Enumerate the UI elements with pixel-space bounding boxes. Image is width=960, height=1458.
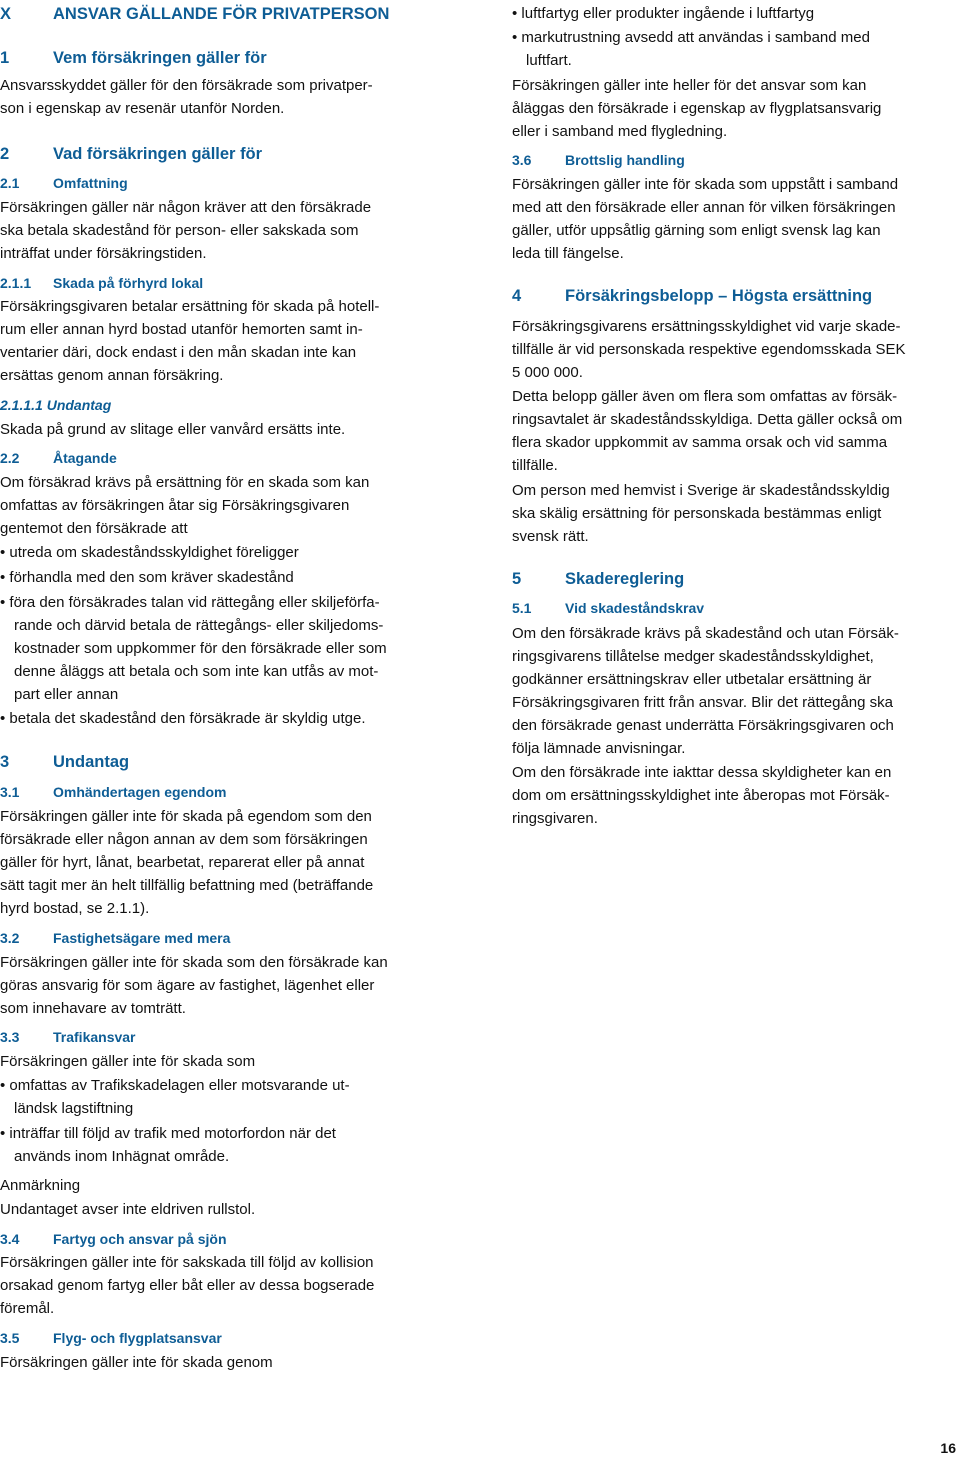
- paragraph-line: Försäkringen gäller inte för skada på egendom som den: [0, 808, 372, 825]
- bullet-icon: •: [0, 544, 10, 561]
- paragraph-line: Försäkringen gäller inte för skada genom: [0, 1354, 273, 1371]
- bullet-item: • betala det skadestånd den försäkrade är skyldig utge.: [0, 710, 366, 727]
- paragraph-line: följa lämnade anvisningar.: [512, 740, 686, 757]
- bullet-icon: •: [0, 1125, 10, 1142]
- section-heading-5: 5 Skadereglering: [512, 570, 685, 588]
- paragraph-line: inträffat under försäkringstiden.: [0, 245, 207, 262]
- paragraph-line: ringsgivaren.: [512, 810, 598, 827]
- paragraph-line: omfattas av försäkringen åtar sig Försäkringsgivaren: [0, 497, 350, 514]
- bullet-continuation: part eller annan: [14, 686, 119, 703]
- paragraph-line: ska skälig ersättning för personskada bestämmas enligt: [512, 505, 882, 522]
- bullet-item: • omfattas av Trafikskadelagen eller motsvarande ut-: [0, 1077, 350, 1094]
- heading-text: ANSVAR GÄLLANDE FÖR PRIVATPERSON: [53, 5, 390, 23]
- section-heading-2: 2 Vad försäkringen gäller för: [0, 145, 263, 163]
- bullet-continuation: kostnader som uppkommer för den försäkrade eller som: [14, 640, 387, 657]
- paragraph-line: son i egenskap av resenär utanför Norden.: [0, 100, 285, 117]
- section-heading-5-1: 5.1 Vid skadeståndskrav: [512, 600, 705, 616]
- bullet-continuation: används inom Inhägnat område.: [14, 1148, 230, 1165]
- section-heading-4: 4 Försäkringsbelopp – Högsta ersättning: [512, 287, 873, 305]
- bullet-icon: •: [0, 594, 10, 611]
- paragraph-line: Försäkringsgivaren fritt från ansvar. Blir det rättegång ska: [512, 694, 894, 711]
- section-heading-2-2: 2.2 Åtagande: [0, 450, 117, 466]
- note-text: Undantaget avser inte eldriven rullstol.: [0, 1201, 256, 1218]
- heading-number: X: [0, 5, 12, 23]
- paragraph-line: tillfälle.: [512, 457, 558, 474]
- bullet-item: • utreda om skadeståndsskyldighet föreligger: [0, 544, 299, 561]
- section-heading-3-1: 3.1 Omhändertagen egendom: [0, 784, 227, 800]
- section-heading-3-6: 3.6 Brottslig handling: [512, 152, 685, 168]
- paragraph-line: med att den försäkrade eller annan för vilken försäkringen: [512, 199, 896, 216]
- section-heading-2-1-1: 2.1.1 Skada på förhyrd lokal: [0, 275, 204, 291]
- note-label: Anmärkning: [0, 1177, 81, 1194]
- paragraph-line: Om den försäkrade krävs på skadestånd och utan Försäk-: [512, 625, 899, 642]
- paragraph-line: ringsgivarens tillåtelse medger skadeståndsskyldighet,: [512, 648, 874, 665]
- bullet-continuation: denne åläggs att betala och som inte kan utfås av mot-: [14, 663, 379, 680]
- section-heading-3-2: 3.2 Fastighetsägare med mera: [0, 930, 231, 946]
- paragraph-line: eller i samband med flygledning.: [512, 123, 728, 140]
- paragraph-line: sätt tagit mer än helt tillfällig befattning med (beträffande: [0, 877, 374, 894]
- paragraph-line: Försäkringen gäller inte för sakskada till följd av kollision: [0, 1254, 374, 1271]
- section-heading-3-5: 3.5 Flyg- och flygplatsansvar: [0, 1330, 222, 1346]
- paragraph-line: 5 000 000.: [512, 364, 583, 381]
- section-heading-3-3: 3.3 Trafikansvar: [0, 1029, 136, 1045]
- paragraph-line: Försäkringen gäller inte för skada som den försäkrade kan: [0, 954, 388, 971]
- paragraph-line: orsakad genom fartyg eller båt eller av dessa bogserade: [0, 1277, 375, 1294]
- paragraph-line: Om person med hemvist i Sverige är skadeståndsskyldig: [512, 482, 890, 499]
- paragraph-line: Ansvarsskyddet gäller för den försäkrade som privatper-: [0, 77, 373, 94]
- paragraph-line: ventarier däri, dock endast i den mån skadan inte kan: [0, 344, 357, 361]
- paragraph-line: rum eller annan hyrd bostad utanför hemorten samt in-: [0, 321, 363, 338]
- paragraph-line: godkänner ersättningskrav eller utbetalar ersättning är: [512, 671, 872, 688]
- paragraph-line: Försäkringsgivarens ersättningsskyldighet vid varje skade-: [512, 318, 901, 335]
- paragraph-line: Försäkringen gäller inte heller för det ansvar som kan: [512, 77, 867, 94]
- bullet-icon: •: [0, 1077, 10, 1094]
- paragraph-line: Försäkringen gäller inte för skada som: [0, 1053, 256, 1070]
- paragraph-line: den försäkrade genast underrätta Försäkringsgivaren och: [512, 717, 894, 734]
- paragraph-line: hyrd bostad, se 2.1.1).: [0, 900, 150, 917]
- paragraph-line: göras ansvarig för som ägare av fastighet, lägenhet eller: [0, 977, 375, 994]
- paragraph-line: tillfälle är vid personskada respektive egendomsskada SEK: [512, 341, 906, 358]
- paragraph-line: gentemot den försäkrade att: [0, 520, 188, 537]
- bullet-continuation: luftfart.: [526, 52, 572, 69]
- paragraph-line: Om försäkrad krävs på ersättning för en skada som kan: [0, 474, 370, 491]
- bullet-continuation: ländsk lagstiftning: [14, 1100, 134, 1117]
- page-number: 16: [940, 1440, 956, 1456]
- paragraph-line: gäller för hyrt, lånat, bearbetat, reparerat eller på annat: [0, 854, 365, 871]
- paragraph-line: svensk rätt.: [512, 528, 589, 545]
- paragraph-line: föremål.: [0, 1300, 55, 1317]
- paragraph-line: Detta belopp gäller även om flera som omfattas av försäk-: [512, 388, 898, 405]
- bullet-item: • luftfartyg eller produkter ingående i luftfartyg: [512, 5, 815, 22]
- paragraph-line: åläggas den försäkrade i egenskap av flygplatsansvarig: [512, 100, 882, 117]
- paragraph-line: ska betala skadestånd för person- eller sakskada som: [0, 222, 359, 239]
- paragraph-line: dom om ersättningsskyldighet inte åberopas mot Försäk-: [512, 787, 890, 804]
- section-heading-1: 1 Vem försäkringen gäller för: [0, 49, 267, 67]
- bullet-icon: •: [512, 29, 522, 46]
- chapter-heading: [0, 4, 389, 24]
- section-heading-2-1: 2.1 Omfattning: [0, 175, 128, 191]
- paragraph-line: ersättas genom annan försäkring.: [0, 367, 224, 384]
- bullet-item: • markutrustning avsedd att användas i samband med: [512, 29, 870, 46]
- paragraph-line: Försäkringsgivaren betalar ersättning för skada på hotell-: [0, 298, 380, 315]
- paragraph-line: leda till fängelse.: [512, 245, 624, 262]
- paragraph-line: försäkrade eller någon annan av dem som försäkringen: [0, 831, 368, 848]
- paragraph-line: Skada på grund av slitage eller vanvård ersätts inte.: [0, 421, 346, 438]
- bullet-item: • förhandla med den som kräver skadestånd: [0, 569, 294, 586]
- paragraph-line: som innehavare av tomträtt.: [0, 1000, 186, 1017]
- bullet-continuation: rande och därvid betala de rättegångs- eller skiljedoms-: [14, 617, 384, 634]
- paragraph-line: Försäkringen gäller när någon kräver att den försäkrade: [0, 199, 372, 216]
- paragraph-line: Försäkringen gäller inte för skada som uppstått i samband: [512, 176, 899, 193]
- section-heading-3: 3 Undantag: [0, 753, 130, 771]
- paragraph-line: ringsavtalet är skadeståndsskyldiga. Detta gäller också om: [512, 411, 903, 428]
- paragraph-line: Om den försäkrade inte iakttar dessa skyldigheter kan en: [512, 764, 892, 781]
- section-heading-2-1-1-1: 2.1.1.1 Undantag: [0, 397, 112, 413]
- bullet-icon: •: [0, 710, 10, 727]
- bullet-item: • inträffar till följd av trafik med motorfordon när det: [0, 1125, 336, 1142]
- bullet-icon: •: [0, 569, 10, 586]
- paragraph-line: gäller, utför uppsåtlig gärning som enligt svensk lag kan: [512, 222, 881, 239]
- paragraph-line: flera skador uppkommit av samma orsak och vid samma: [512, 434, 888, 451]
- bullet-icon: •: [512, 5, 522, 22]
- section-heading-3-4: 3.4 Fartyg och ansvar på sjön: [0, 1231, 227, 1247]
- bullet-item: • föra den försäkrades talan vid rättegång eller skiljeförfa-: [0, 594, 380, 611]
